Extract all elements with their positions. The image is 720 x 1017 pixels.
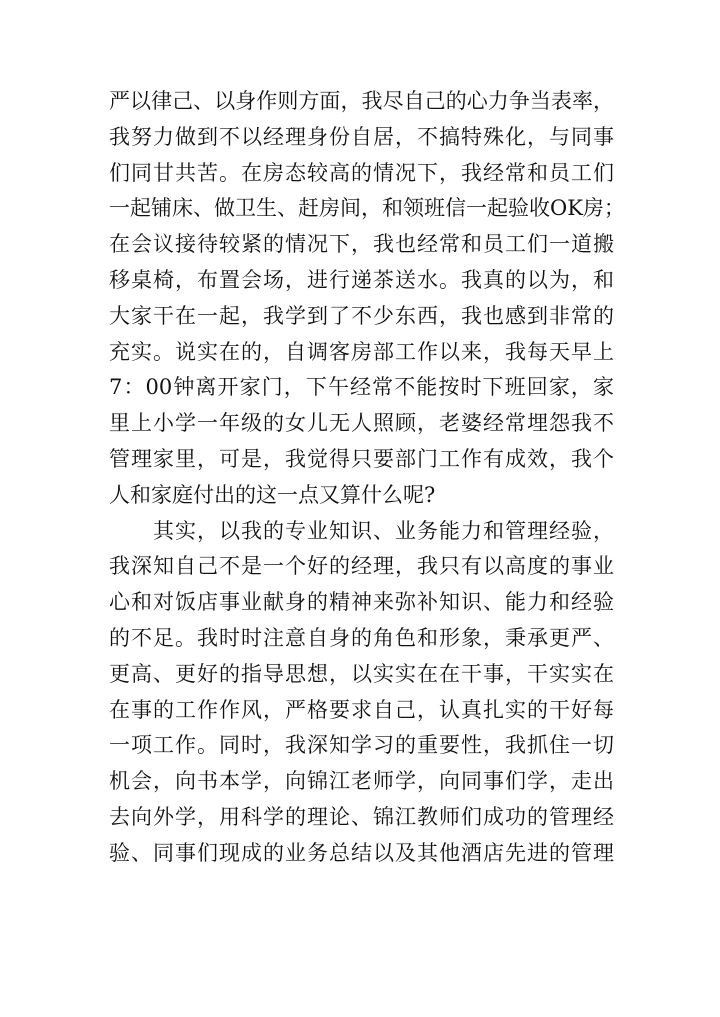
text-line-6: 移桌椅，布置会场，进行递茶送水。我真的以为，和 [109, 267, 614, 292]
text-line-4: 一起铺床、做卫生、赶房间，和领班信一起验收OK房； [109, 196, 625, 221]
text-line-18: 在事的工作作风，严格要求自己，认真扎实的干好每 [109, 697, 614, 722]
text-line-5: 在会议接待较紧的情况下，我也经常和员工们一道搬 [109, 232, 614, 257]
text-line-10: 里上小学一年级的女儿无人照顾，老婆经常埋怨我不 [109, 411, 614, 436]
text-line-14: 我深知自己不是一个好的经理，我只有以高度的事业 [109, 554, 614, 579]
text-line-17: 更高、更好的指导思想，以实实在在干事，干实实在 [109, 661, 614, 686]
text-line-7: 大家干在一起，我学到了不少东西，我也感到非常的 [109, 303, 614, 328]
text-line-19: 一项工作。同时，我深知学习的重要性，我抓住一切 [109, 733, 614, 758]
text-line-3: 们同甘共苦。在房态较高的情况下，我经常和员工们 [109, 160, 614, 185]
text-line-8: 充实。说实在的，自调客房部工作以来，我每天早上 [109, 339, 614, 364]
text-line-1: 严以律己、以身作则方面，我尽自己的心力争当表率， [109, 89, 614, 113]
text-line-22: 验、同事们现成的业务总结以及其他酒店先进的管理 [109, 840, 614, 865]
text-line-13: 其实，以我的专业知识、业务能力和管理经验， [109, 518, 614, 543]
text-line-11: 管理家里，可是，我觉得只要部门工作有成效，我个 [109, 446, 614, 471]
text-line-2: 我努力做到不以经理身份自居，不搞特殊化，与同事 [109, 124, 614, 149]
text-line-9: 7：00钟离开家门，下午经常不能按时下班回家，家 [109, 375, 614, 400]
body-text [109, 84, 625, 872]
text-line-21: 去向外学，用科学的理论、锦江教师们成功的管理经 [109, 804, 614, 829]
text-line-12: 人和家庭付出的这一点又算什么呢? [109, 482, 436, 507]
text-line-20: 机会，向书本学，向锦江老师学，向同事们学，走出 [109, 769, 614, 794]
text-line-16: 的不足。我时时注意自身的角色和形象，秉承更严、 [109, 625, 614, 650]
text-line-15: 心和对饭店事业献身的精神来弥补知识、能力和经验 [109, 590, 614, 615]
